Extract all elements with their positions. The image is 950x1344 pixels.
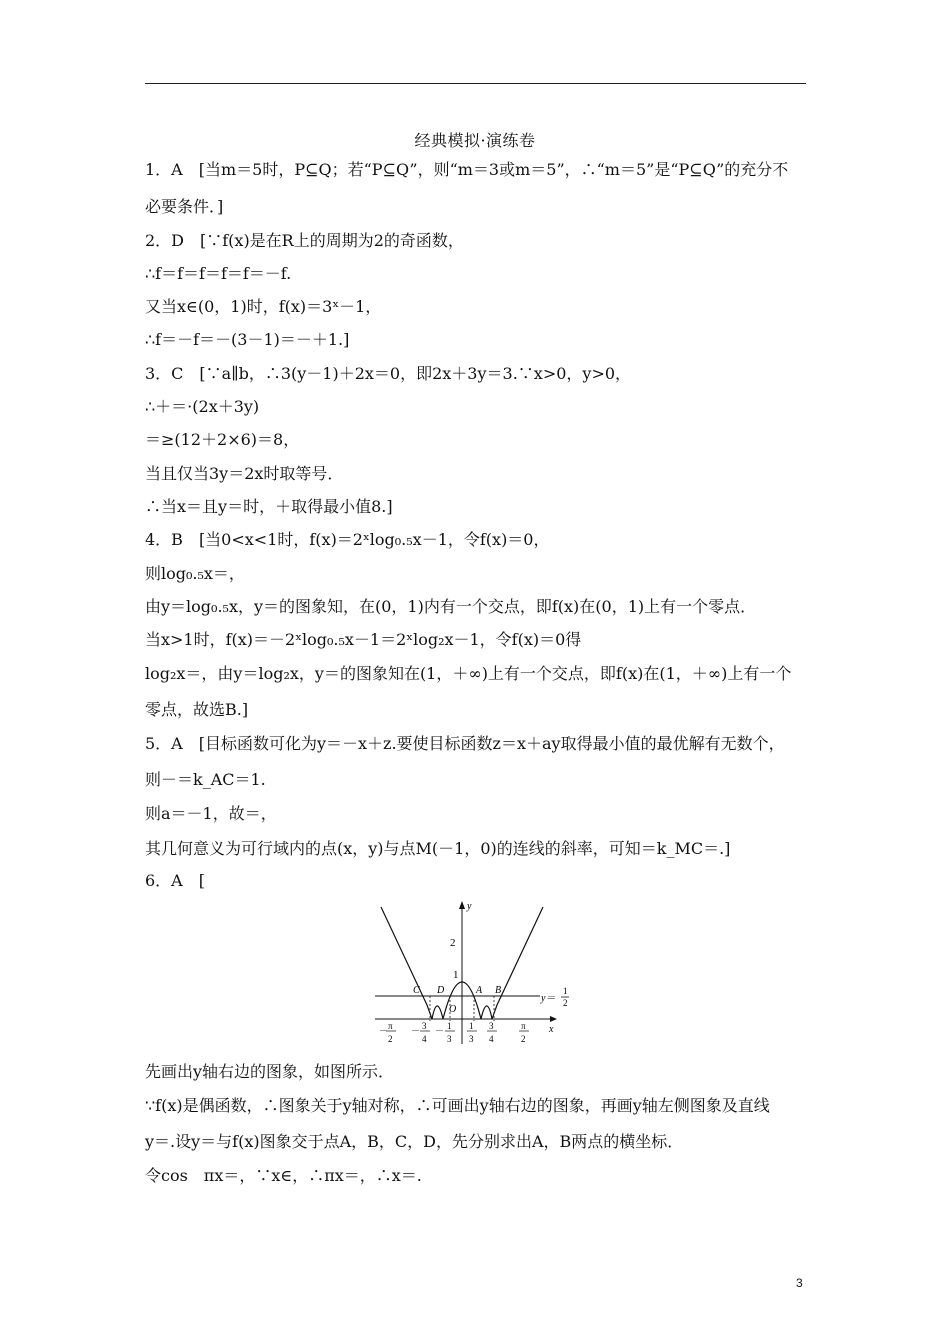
text-line: 5．A [目标函数可化为y＝－x＋z.要使目标函数z＝x＋ay取得最小值的最优解有无数个，	[145, 734, 785, 753]
text-line: 又当x∈(0，1)时，f(x)＝3ˣ－1，	[145, 297, 382, 316]
text-line: 则－＝k_AC＝1.	[145, 770, 266, 789]
tick-denominator: 3	[447, 1034, 452, 1044]
text-line: ∵f(x)是偶函数，∴图象关于y轴对称，∴可画出y轴右边的图象，再画y轴左侧图象及直线	[145, 1096, 770, 1115]
text-line: 零点，故选B.]	[145, 700, 249, 719]
tick-denominator: 2	[521, 1034, 526, 1044]
tick-denominator: 4	[422, 1034, 427, 1044]
text-line: 其几何意义为可行域内的点(x，y)与点M(－1，0)的连线的斜率，可知＝k_MC＝.]	[145, 839, 731, 858]
text-line: ∴＋＝·(2x＋3y)	[145, 397, 260, 416]
text-line: log₂x＝，由y＝log₂x，y＝的图象知在(1，＋∞)上有一个交点，即f(x)在(1，＋∞)上有一个	[145, 664, 792, 683]
tick-numerator: 1	[447, 1021, 452, 1031]
page-number: 3	[796, 1276, 803, 1290]
x-tick-neg-pi-half	[379, 1021, 396, 1044]
x-tick-one-third	[467, 1021, 477, 1044]
y-axis-arrow-icon	[459, 901, 465, 909]
tick-numerator: 3	[422, 1021, 427, 1031]
text-line: 令cos πx＝，∵x∈，∴πx＝，∴x＝.	[145, 1166, 422, 1185]
x-tick-three-quarters	[487, 1021, 497, 1044]
header-rule	[145, 83, 806, 84]
graph-left-dip	[432, 1006, 443, 1019]
text-line: 4．B [当0<x<1时，f(x)＝2ˣlog₀.₅x－1，令f(x)＝0，	[145, 530, 550, 549]
point-label-a: A	[476, 985, 483, 996]
tick-numerator: 1	[469, 1021, 474, 1031]
graph-right-branch	[492, 907, 543, 1019]
function-graph-figure	[375, 897, 575, 1047]
text-line: y＝.设y＝与f(x)图象交于点A，B，C，D，先分别求出A，B两点的横坐标．	[145, 1132, 684, 1151]
text-line: ∴f＝－f＝－(3－1)＝－＋1.]	[145, 330, 350, 349]
text-line: ∴当x＝且y＝时，＋取得最小值8.]	[145, 497, 393, 516]
y-axis-label: y	[467, 901, 472, 912]
line-label-denominator: 2	[563, 998, 568, 1008]
tick-denominator: 2	[388, 1034, 393, 1044]
tick-sign: －	[411, 1026, 421, 1036]
text-line: 当x>1时，f(x)＝－2ˣlog₀.₅x－1＝2ˣlog₂x－1，令f(x)＝0得	[145, 630, 582, 649]
text-line: 则log₀.₅x＝，	[145, 564, 245, 583]
graph-right-dip	[481, 1006, 492, 1019]
x-tick-neg-one-third	[435, 1021, 455, 1044]
text-line: 则a＝－1，故＝，	[145, 804, 277, 823]
point-label-c: C	[413, 985, 420, 996]
graph-left-branch	[381, 907, 432, 1019]
text-line: 1．A [当m＝5时，P⊆Q；若“P⊆Q”，则“m＝3或m＝5”，∴“m＝5”是“P⊆Q”的充分不	[145, 160, 789, 179]
text-line: 3．C [∵a∥b，∴3(y－1)＋2x＝0，即2x＋3y＝3.∵x>0，y>0，	[145, 364, 632, 383]
text-line: 必要条件．]	[145, 197, 224, 216]
text-line: 当且仅当3y＝2x时取等号．	[145, 464, 344, 483]
line-label: y＝	[541, 993, 556, 1004]
origin-label: O	[449, 1004, 457, 1015]
text-line: ∴f＝f＝f＝f＝f＝－f.	[145, 264, 292, 283]
x-tick-neg-three-quarters	[411, 1021, 430, 1044]
x-tick-pi-half	[519, 1021, 529, 1044]
page-title: 经典模拟·演练卷	[414, 131, 536, 150]
text-line: 6．A [	[145, 871, 205, 890]
tick-sign: －	[379, 1026, 389, 1036]
text-line: ＝≥(12＋2×6)＝8，	[145, 430, 300, 449]
x-axis-arrow-icon	[550, 1016, 557, 1022]
x-axis-label: x	[549, 1024, 554, 1035]
point-label-d: D	[437, 985, 445, 996]
text-line: 由y＝log₀.₅x，y＝的图象知，在(0，1)内有一个交点，即f(x)在(0，1)上有一个零点．	[145, 597, 757, 616]
tick-sign: －	[435, 1026, 445, 1036]
tick-numerator: π	[521, 1021, 526, 1031]
tick-denominator: 3	[469, 1034, 474, 1044]
point-label-b: B	[495, 985, 502, 996]
text-line: 2．D [∵f(x)是在R上的周期为2的奇函数，	[145, 231, 464, 250]
y-tick-label: 2	[450, 937, 456, 949]
tick-numerator: 3	[489, 1021, 494, 1031]
tick-denominator: 4	[489, 1034, 494, 1044]
y-tick-label: 1	[453, 969, 459, 981]
line-label-numerator: 1	[563, 986, 568, 996]
tick-numerator: π	[388, 1021, 393, 1031]
text-line: 先画出y轴右边的图象，如图所示．	[145, 1062, 395, 1081]
